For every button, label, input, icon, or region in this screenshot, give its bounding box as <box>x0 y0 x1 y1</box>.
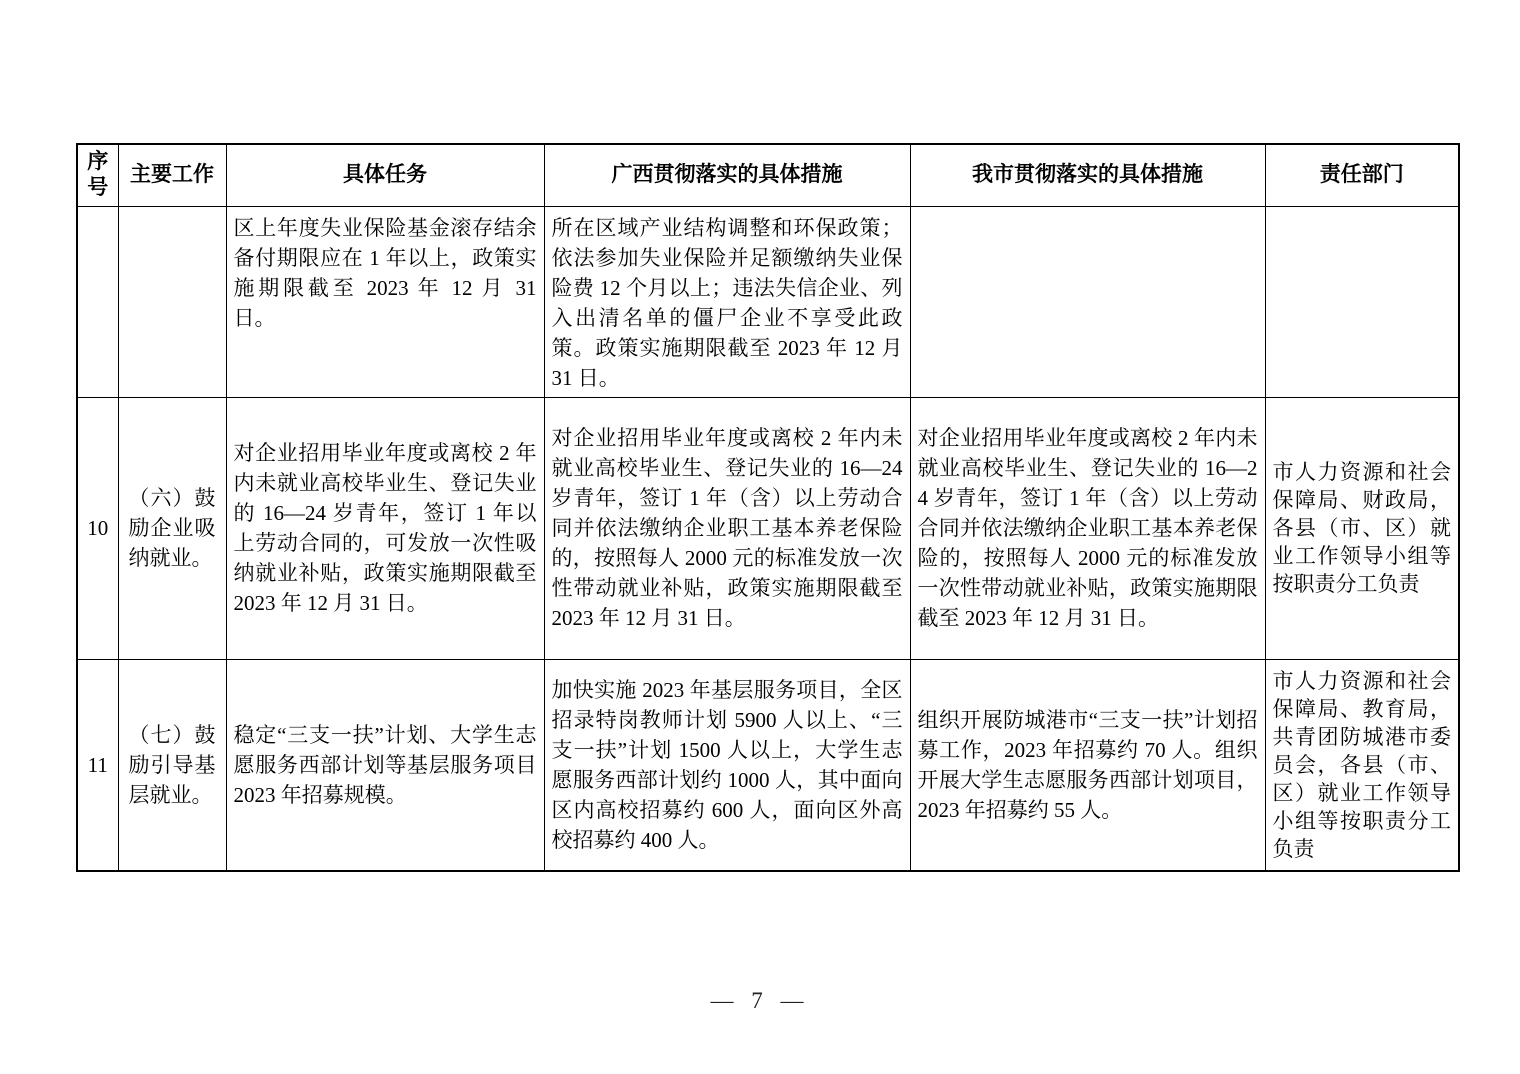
cell-department <box>1265 206 1459 397</box>
cell-seq: 11 <box>77 659 118 871</box>
cell-city-measures: 组织开展防城港市“三支一扶”计划招募工作，2023 年招募约 70 人。组织开展大学生志愿服务西部计划项目，2023 年招募约 55 人。 <box>910 659 1265 871</box>
page-number: — 7 — <box>710 988 810 1013</box>
table-header-row <box>77 144 1459 206</box>
cell-department: 市人力资源和社会保障局、财政局，各县（市、区）就业工作领导小组等按职责分工负责 <box>1265 397 1459 659</box>
header-task: 具体任务 <box>226 144 544 206</box>
cell-city-measures <box>910 206 1265 397</box>
cell-guangxi-measures: 加快实施 2023 年基层服务项目，全区招录特岗教师计划 5900 人以上、“三支一扶”计划 1500 人以上，大学生志愿服务西部计划约 1000 人，其中面向区内高校招募约 600 人，面向区外高校招募约 400 人。 <box>544 659 910 871</box>
table-row-11 <box>77 659 1459 871</box>
header-city-measures: 我市贯彻落实的具体措施 <box>910 144 1265 206</box>
cell-main-work: （六）鼓励企业吸纳就业。 <box>118 397 226 659</box>
work-measures-table <box>76 143 1460 872</box>
header-department: 责任部门 <box>1265 144 1459 206</box>
cell-seq: 10 <box>77 397 118 659</box>
cell-guangxi-measures: 所在区域产业结构调整和环保政策；依法参加失业保险并足额缴纳失业保险费 12 个月以上；违法失信企业、列入出清名单的僵尸企业不享受此政策。政策实施期限截至 2023 年 12 月 31 日。 <box>544 206 910 397</box>
cell-task: 稳定“三支一扶”计划、大学生志愿服务西部计划等基层服务项目 2023 年招募规模。 <box>226 659 544 871</box>
header-main-work: 主要工作 <box>118 144 226 206</box>
cell-city-measures: 对企业招用毕业年度或离校 2 年内未就业高校毕业生、登记失业的 16—24 岁青年，签订 1 年（含）以上劳动合同并依法缴纳企业职工基本养老保险的，按照每人 2000 元的标准发放一次性带动就业补贴，政策实施期限截至 2023 年 12 月 31 日。 <box>910 397 1265 659</box>
table-row-continued <box>77 206 1459 397</box>
cell-department: 市人力资源和社会保障局、教育局，共青团防城港市委员会，各县（市、区）就业工作领导小组等按职责分工负责 <box>1265 659 1459 871</box>
cell-task: 区上年度失业保险基金滚存结余备付期限应在 1 年以上，政策实施期限截至 2023 年 12 月 31 日。 <box>226 206 544 397</box>
cell-main-work: （七）鼓励引导基层就业。 <box>118 659 226 871</box>
cell-main-work <box>118 206 226 397</box>
cell-seq <box>77 206 118 397</box>
header-seq: 序号 <box>77 144 118 206</box>
cell-guangxi-measures: 对企业招用毕业年度或离校 2 年内未就业高校毕业生、登记失业的 16—24 岁青年，签订 1 年（含）以上劳动合同并依法缴纳企业职工基本养老保险的，按照每人 2000 元的标准发放一次性带动就业补贴，政策实施期限截至 2023 年 12 月 31 日。 <box>544 397 910 659</box>
header-guangxi-measures: 广西贯彻落实的具体措施 <box>544 144 910 206</box>
table-row-10 <box>77 397 1459 659</box>
cell-task: 对企业招用毕业年度或离校 2 年内未就业高校毕业生、登记失业的 16—24 岁青年，签订 1 年以上劳动合同的，可发放一次性吸纳就业补贴，政策实施期限截至 2023 年 12 月 31 日。 <box>226 397 544 659</box>
